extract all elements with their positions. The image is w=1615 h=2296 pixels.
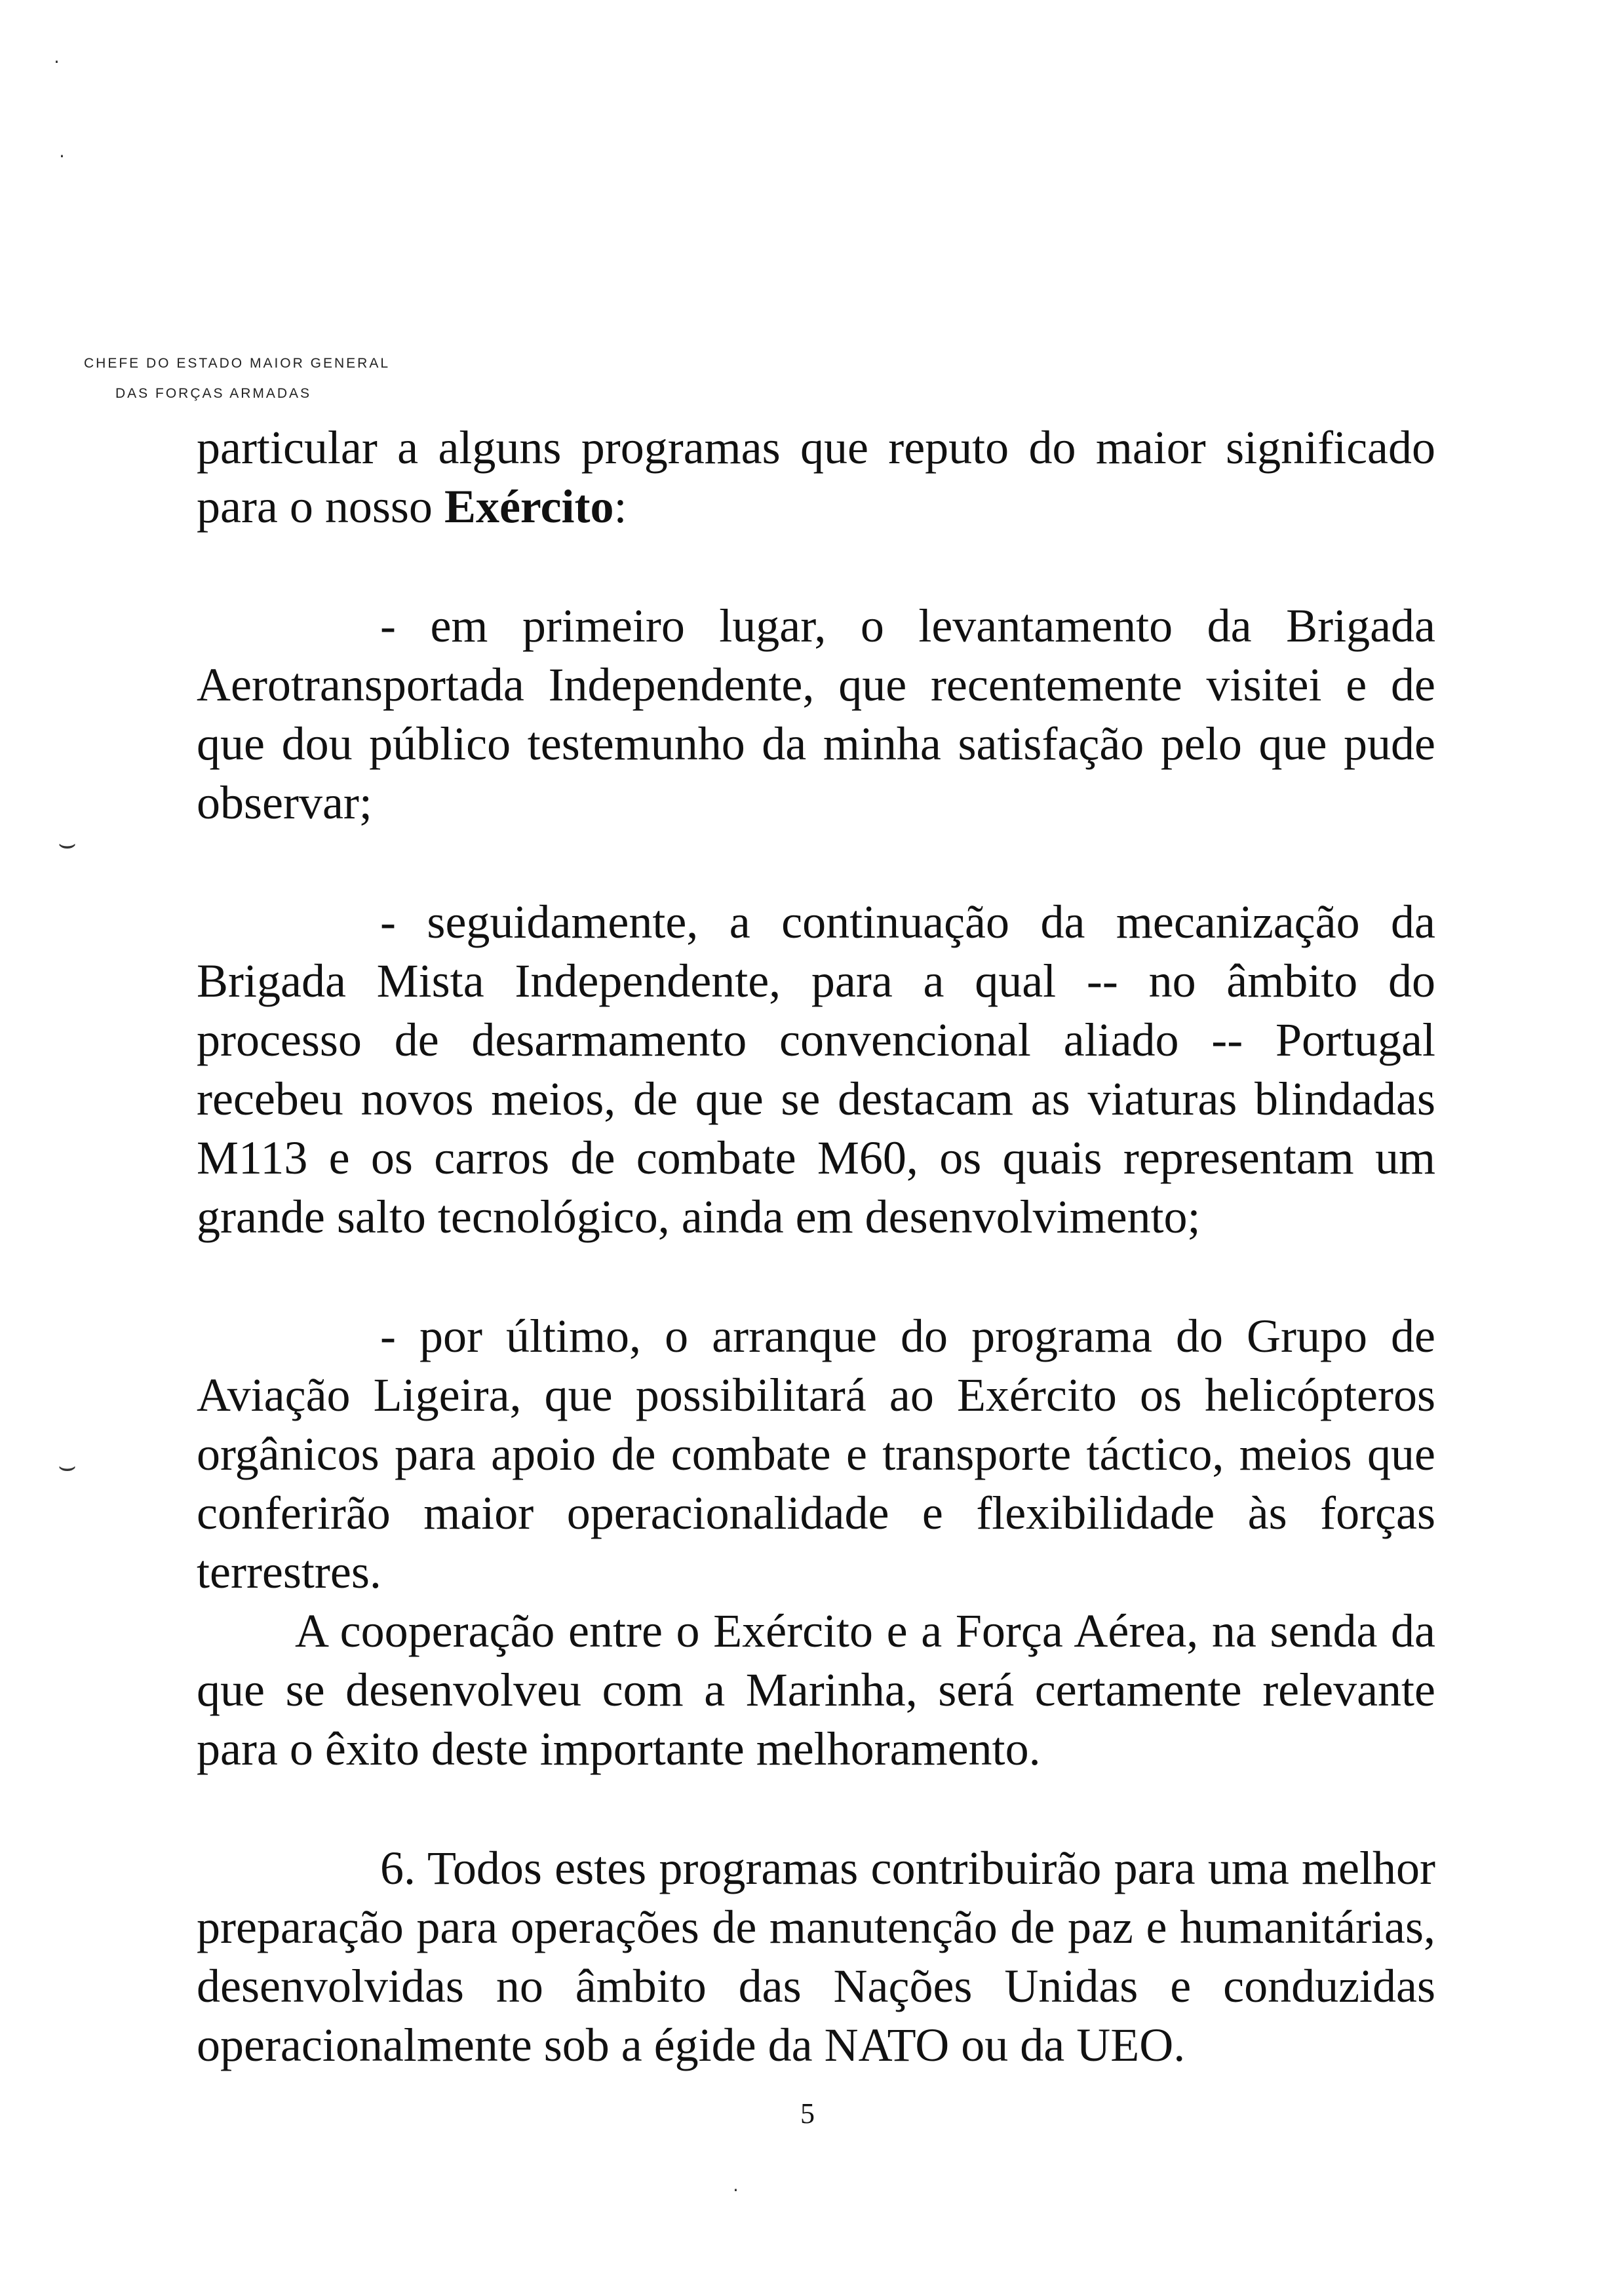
paragraph-cooperacao: A cooperação entre o Exército e a Força Aérea, na senda da que se desenvolveu com a Marinha, será certamente relevante para o êxito deste importante melhoramento. bbox=[197, 1605, 1435, 1775]
paragraph-intro-text: particular a alguns programas que reputo do maior significado para o nosso bbox=[197, 421, 1435, 533]
scan-speck: · bbox=[54, 51, 60, 73]
scan-speck: · bbox=[59, 145, 65, 167]
binder-mark: ⌣ bbox=[58, 827, 77, 860]
paragraph-intro-end: : bbox=[613, 480, 627, 533]
paragraph-intro bbox=[197, 418, 1435, 536]
binder-mark: ⌣ bbox=[58, 1449, 77, 1483]
letterhead-line-1: CHEFE DO ESTADO MAIOR GENERAL bbox=[84, 356, 390, 371]
document-body bbox=[197, 418, 1435, 2075]
letterhead-line-2: DAS FORÇAS ARMADAS bbox=[115, 386, 312, 401]
paragraph-brigada-mista: - seguidamente, a continuação da mecanização da Brigada Mista Independente, para a qual -- no âmbito do processo de desarmamento convencional aliado -- Portugal recebeu novos meios, de que se destacam as viaturas blindadas M113 e os carros de combate M60, os quais representam um grande salto tecnológico, ainda em desenvolvimento; bbox=[197, 896, 1435, 1243]
paragraph-6: 6. Todos estes programas contribuirão para uma melhor preparação para operações de manutenção de paz e humanitárias, desenvolvidas no âmbito das Nações Unidas e conduzidas operacionalmente sob a égide da NATO ou da UEO. bbox=[197, 1842, 1435, 2071]
paragraph-aviacao-ligeira: - por último, o arranque do programa do Grupo de Aviação Ligeira, que possibilitará ao Exército os helicópteros orgânicos para apoio de combate e transporte táctico, meios que conferirão maior operacionalidade e flexibilidade às forças terrestres. bbox=[197, 1310, 1435, 1598]
page-number: 5 bbox=[800, 2097, 815, 2130]
paragraph-intro-bold: Exército bbox=[444, 480, 614, 533]
scan-speck: · bbox=[733, 2179, 739, 2201]
letterhead bbox=[84, 349, 390, 409]
paragraph-brigada-aerotransportada: - em primeiro lugar, o levantamento da Brigada Aerotransportada Independente, que recentemente visitei e de que dou público testemunho da minha satisfação pelo que pude observar; bbox=[197, 600, 1435, 829]
